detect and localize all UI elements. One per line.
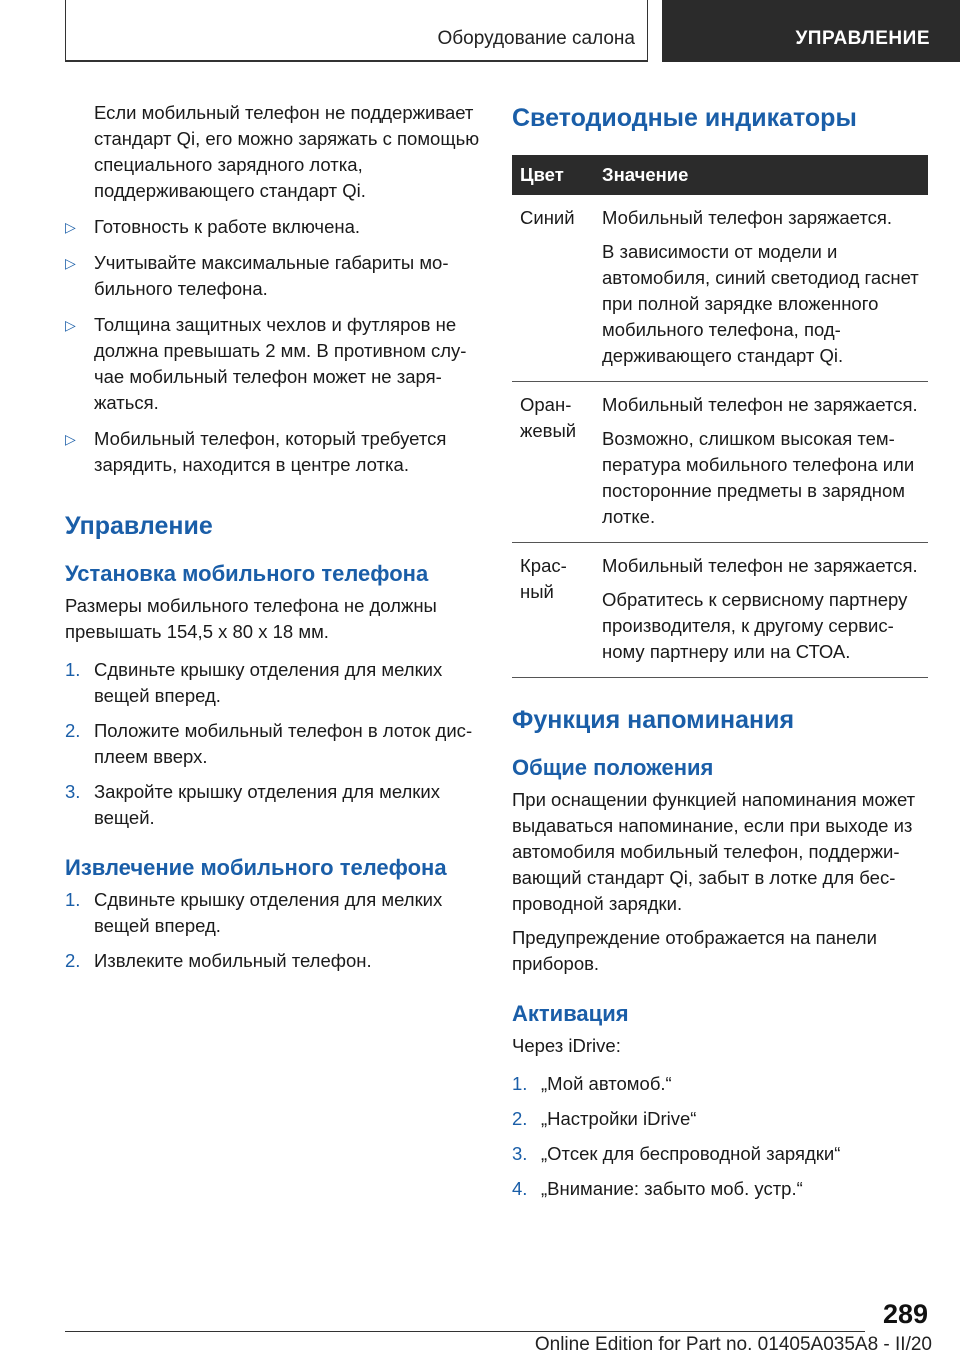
step-text: Сдвиньте крышку отделения для мелких вещей вперед.	[94, 889, 443, 936]
heading-remove-phone: Извлечение мобильного телефона	[65, 855, 447, 880]
bullet-item	[65, 312, 480, 416]
step-text: „Настройки iDrive“	[541, 1108, 697, 1129]
step-number: 2.	[512, 1108, 528, 1129]
triangle-bullet-icon: ▷	[65, 431, 76, 447]
triangle-bullet-icon: ▷	[65, 317, 76, 333]
led-color-cell: Оранжевый	[512, 382, 594, 543]
bullet-item	[65, 250, 480, 302]
triangle-bullet-icon: ▷	[65, 255, 76, 271]
header-chapter-title: УПРАВЛЕНИЕ	[795, 28, 930, 49]
step-number: 1.	[65, 659, 81, 680]
install-step	[65, 718, 480, 770]
led-color-cell: Синий	[512, 195, 594, 382]
right-column	[512, 104, 928, 1202]
activation-step	[512, 1176, 928, 1202]
step-text: Сдвиньте крышку отделения для мелких вещей вперед.	[94, 659, 443, 706]
bullet-text: Мобильный телефон, который требуется зарядить, находится в центре лотка.	[94, 428, 447, 475]
meaning-line: Мобильный телефон заряжается.	[602, 207, 893, 228]
heading-led-indicators: Светодиодные индикаторы	[512, 104, 857, 132]
led-meaning-cell	[594, 382, 928, 543]
led-meaning-cell	[594, 195, 928, 382]
page-number: 289	[882, 1299, 928, 1329]
led-meaning-cell	[594, 543, 928, 678]
table-row	[512, 195, 928, 382]
bullet-item	[65, 214, 480, 240]
heading-activation: Активация	[512, 1001, 629, 1026]
bullet-text: Готовность к работе включена.	[94, 216, 361, 237]
step-number: 2.	[65, 720, 81, 741]
step-text: „Внимание: забыто моб. устр.“	[541, 1178, 803, 1199]
install-step	[65, 657, 480, 709]
step-text: Положите мобильный телефон в лоток дисплеем вверх.	[94, 720, 473, 767]
footer-divider	[65, 1331, 865, 1332]
remove-step	[65, 887, 480, 939]
triangle-bullet-icon: ▷	[65, 219, 76, 235]
activation-step	[512, 1141, 928, 1167]
meaning-line: Мобильный телефон не заряжается.	[602, 555, 918, 576]
install-step	[65, 779, 480, 831]
step-number: 4.	[512, 1178, 528, 1199]
activation-text: Через iDrive:	[512, 1035, 621, 1056]
bullet-text: Толщина защитных чехлов и футляров не должна превышать 2 мм. В противном случае мобильный телефон может не заряжаться.	[94, 314, 467, 413]
header-section-title: Оборудование салона	[437, 28, 635, 49]
step-text: Закройте крышку отделения для мелких вещей.	[94, 781, 440, 828]
step-text: Извлеките мобильный телефон.	[94, 950, 372, 971]
column-header-meaning: Значение	[594, 155, 928, 195]
general-paragraph-2: Предупреждение отображается на панели приборов.	[512, 927, 877, 974]
bullet-item	[65, 426, 480, 478]
step-text: „Отсек для беспроводной зарядки“	[541, 1143, 841, 1164]
footer-edition-text: Online Edition for Part no. 01405A035A8 - II/20	[534, 1334, 932, 1355]
step-number: 1.	[65, 889, 81, 910]
activation-step	[512, 1071, 928, 1097]
table-row	[512, 382, 928, 543]
step-text: „Мой автомоб.“	[541, 1073, 672, 1094]
header-chapter-box	[662, 0, 960, 62]
install-text: Размеры мобильного телефона не должны превышать 154,5 x 80 x 18 мм.	[65, 595, 437, 642]
bullet-text: Учитывайте максимальные габариты мобильного телефона.	[94, 252, 449, 299]
general-paragraph-1: При оснащении функцией напоминания может выдаваться напоминание, если при выходе из автомобиля мобильный телефон, поддерживающий стандарт Qi, забыт в лотке для беспроводной зарядки.	[512, 789, 916, 914]
heading-reminder-function: Функция напоминания	[512, 706, 795, 734]
table-row	[512, 543, 928, 678]
led-table	[512, 155, 928, 678]
led-color-cell: Красный	[512, 543, 594, 678]
heading-general: Общие положения	[512, 755, 714, 780]
heading-install-phone: Установка мобильного телефона	[65, 561, 429, 586]
step-number: 1.	[512, 1073, 528, 1094]
activation-step	[512, 1106, 928, 1132]
intro-paragraph: Если мобильный телефон не поддерживает стандарт Qi, его можно заряжать с помощью специального зарядного лотка, поддерживающего стандарт Qi.	[94, 102, 480, 201]
step-number: 2.	[65, 950, 81, 971]
column-header-color: Цвет	[512, 155, 594, 195]
heading-control: Управление	[65, 512, 213, 540]
meaning-detail: В зависимости от модели и автомобиля, синий светодиод гаснет при полной зарядке вложенного мобильного телефона, поддерживающего стандарт Qi.	[602, 241, 919, 366]
meaning-line: Мобильный телефон не заряжается.	[602, 394, 918, 415]
left-column	[65, 100, 480, 974]
step-number: 3.	[512, 1143, 528, 1164]
step-number: 3.	[65, 781, 81, 802]
remove-step	[65, 948, 480, 974]
table-header-row	[512, 155, 928, 195]
header-section-box	[65, 0, 648, 62]
meaning-detail: Возможно, слишком высокая температура мобильного телефона или посторонние предметы в зарядном лотке.	[602, 428, 915, 527]
meaning-detail: Обратитесь к сервисному партнеру производителя, к другому сервисному партнеру или на СТОА.	[602, 589, 908, 662]
